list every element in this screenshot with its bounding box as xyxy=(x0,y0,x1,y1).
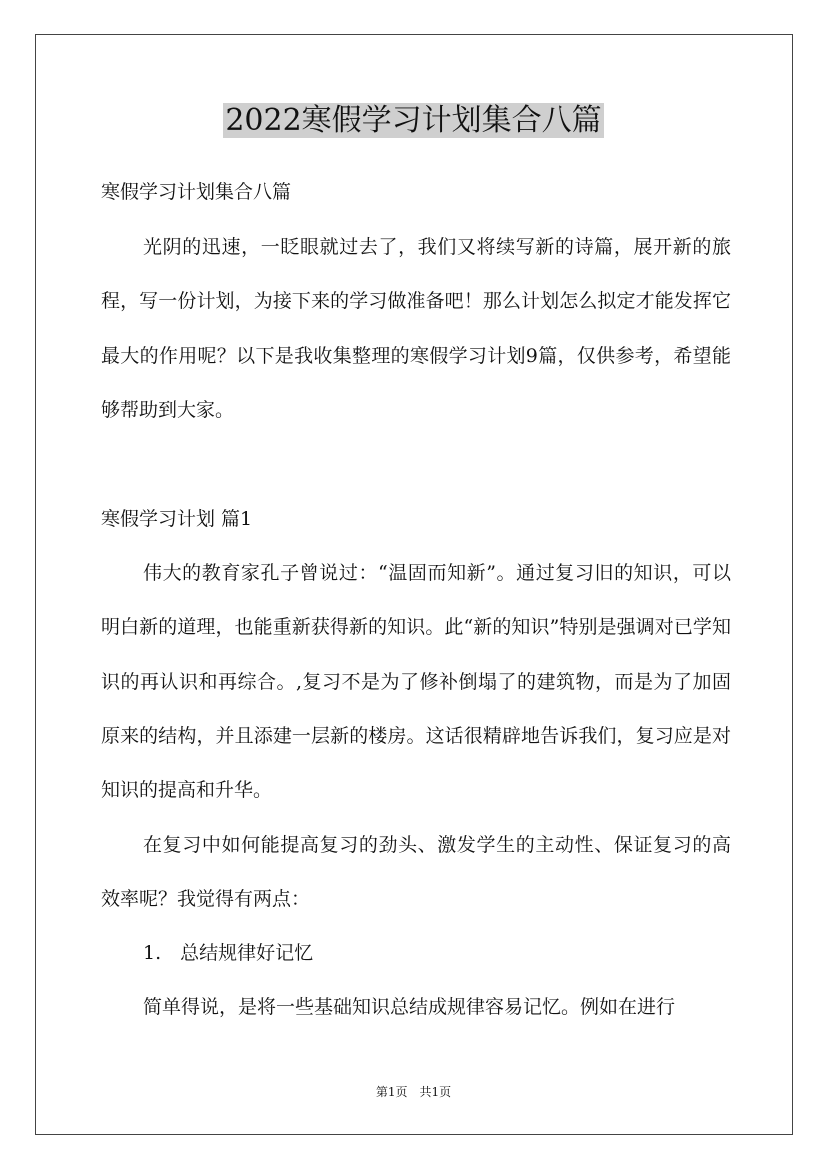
page-number-footer: 第1页 共1页 xyxy=(375,1085,452,1099)
section-paragraph-3: 简单得说，是将一些基础知识总结成规律容易记忆。例如在进行 xyxy=(143,996,676,1018)
document-title xyxy=(0,101,827,141)
section-heading: 寒假学习计划 篇1 xyxy=(101,508,253,530)
document-title-text: 2022寒假学习计划集合八篇 xyxy=(225,103,602,138)
list-item-heading: 1. 总结规律好记忆 xyxy=(143,942,314,964)
section-paragraph-2: 在复习中如何能提高复习的劲头、激发学生的主动性、保证复习的高效率呢？我觉得有两点： xyxy=(101,834,731,911)
section-paragraph-1: 伟大的教育家孔子曾说过：“温固而知新”。通过复习旧的知识，可以明白新的道理，也能重新获得新的知识。此“新的知识”特别是强调对已学知识的再认识和再综合。,复习不是为了修补倒塌了的建筑物，而是为了加固原来的结构，并且添建一层新的楼房。这话很精辟地告诉我们，复习应是对知识的提高和升华。 xyxy=(101,562,731,802)
intro-paragraph: 光阴的迅速，一眨眼就过去了，我们又将续写新的诗篇，展开新的旅程，写一份计划，为接下来的学习做准备吧！那么计划怎么拟定才能发挥它最大的作用呢？以下是我收集整理的寒假学习计划9篇，仅供参考，希望能够帮助到大家。 xyxy=(101,236,731,421)
document-subtitle: 寒假学习计划集合八篇 xyxy=(101,181,292,203)
